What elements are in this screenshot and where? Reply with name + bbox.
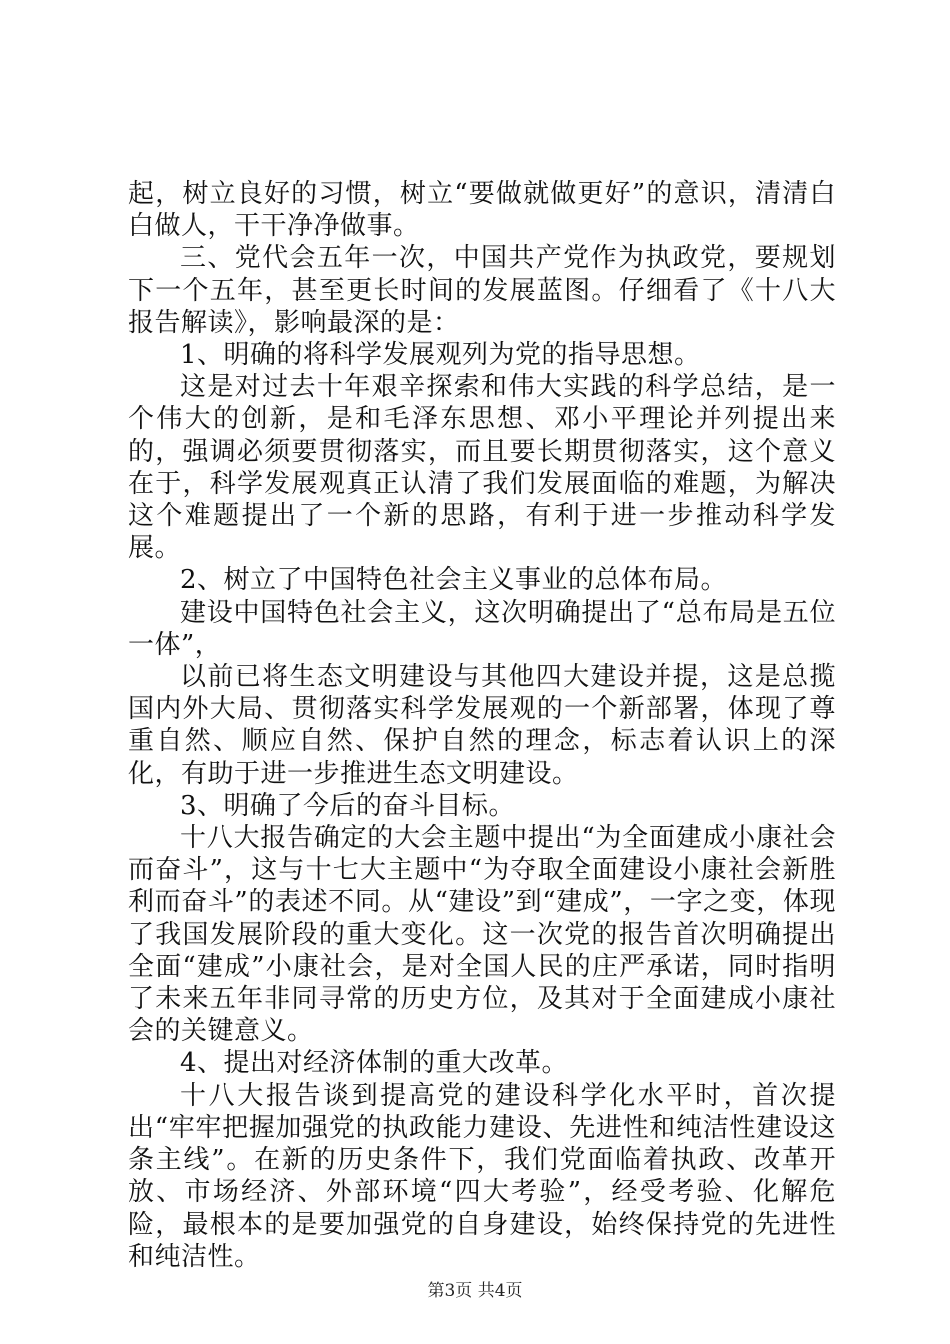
paragraph-heading: 2、树立了中国特色社会主义事业的总体布局。 bbox=[180, 565, 728, 596]
paragraph: 起，树立良好的习惯，树立“要做就做更好”的意识，清清白白做人，干干净净做事。 bbox=[128, 179, 836, 242]
paragraph: 建设中国特色社会主义，这次明确提出了“总布局是五位一体”， bbox=[128, 597, 836, 660]
paragraph: 三、党代会五年一次，中国共产党作为执政党，要规划下一个五年，甚至更长时间的发展蓝图。仔细看了《十八大报告解读》，影响最深的是： bbox=[128, 243, 836, 338]
page-footer bbox=[0, 1276, 950, 1301]
paragraph: 十八大报告确定的大会主题中提出“为全面建成小康社会而奋斗”，这与十七大主题中“为夺取全面建设小康社会新胜利而奋斗”的表述不同。从“建设”到“建成”，一字之变，体现了我国发展阶段的重大变化。这一次党的报告首次明确提出全面“建成”小康社会，是对全国人民的庄严承诺，同时指明了未来五年非同寻常的历史方位，及其对于全面建成小康社会的关键意义。 bbox=[128, 823, 836, 1047]
paragraph-heading: 3、明确了今后的奋斗目标。 bbox=[180, 790, 516, 821]
paragraph: 这是对过去十年艰辛探索和伟大实践的科学总结，是一个伟大的创新，是和毛泽东思想、邓小平理论并列提出来的，强调必须要贯彻落实，而且要长期贯彻落实，这个意义在于，科学发展观真正认清了我们发展面临的难题，为解决这个难题提出了一个新的思路，有利于进一步推动科学发展。 bbox=[128, 372, 836, 564]
paragraph: 十八大报告谈到提高党的建设科学化水平时，首次提出“牢牢把握加强党的执政能力建设、先进性和纯洁性建设这条主线”。在新的历史条件下，我们党面临着执政、改革开放、市场经济、外部环境“四大考验”，经受考验、化解危险，最根本的是要加强党的自身建设，始终保持党的先进性和纯洁性。 bbox=[128, 1080, 836, 1272]
page-number-label: 第3页 共4页 bbox=[427, 1281, 523, 1301]
paragraph-heading: 1、明确的将科学发展观列为党的指导思想。 bbox=[180, 340, 701, 371]
paragraph: 以前已将生态文明建设与其他四大建设并提，这是总揽国内外大局、贯彻落实科学发展观的一个新部署，体现了尊重自然、顺应自然、保护自然的理念，标志着认识上的深化，有助于进一步推进生态文明建设。 bbox=[128, 662, 836, 789]
paragraph-heading: 4、提出对经济体制的重大改革。 bbox=[180, 1048, 569, 1079]
document-body bbox=[128, 178, 836, 1273]
